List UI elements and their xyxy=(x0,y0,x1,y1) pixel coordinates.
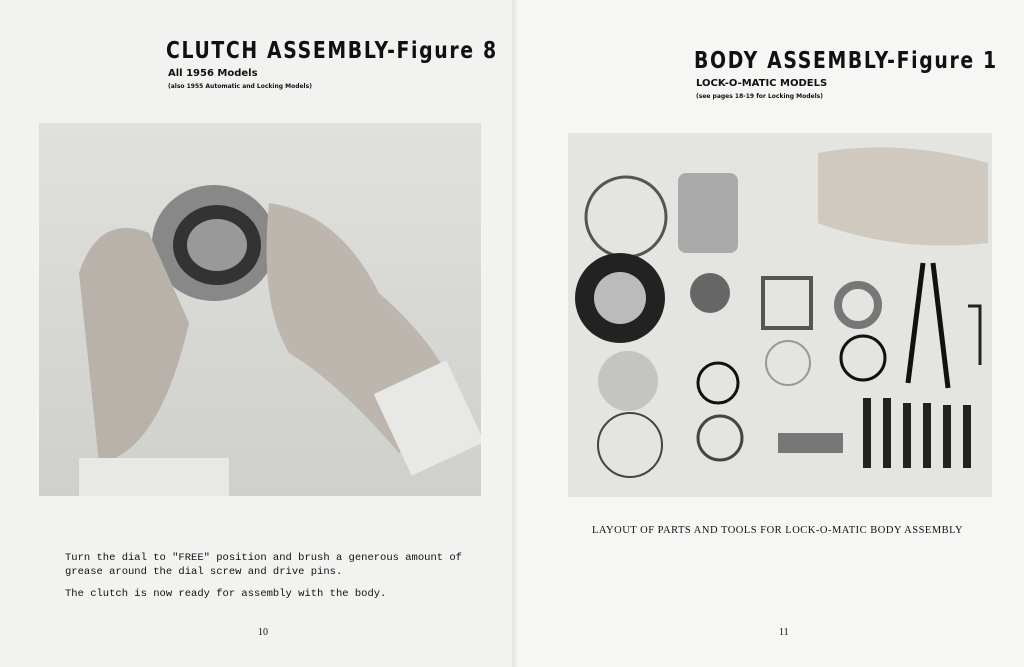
page-title: CLUTCH ASSEMBLY-Figure 8 xyxy=(166,38,498,64)
right-page xyxy=(522,0,1024,667)
page-title: BODY ASSEMBLY-Figure 1 xyxy=(694,48,998,74)
page-number: 10 xyxy=(258,627,268,638)
page-note: (see pages 18-19 for Locking Models) xyxy=(696,93,823,100)
page-subtitle: All 1956 Models xyxy=(168,68,258,79)
instruction-paragraph: Turn the dial to "FREE" position and brush a generous amount of grease around the dial screw and drive pins. xyxy=(65,552,462,578)
parts-layout-photo xyxy=(568,133,992,497)
figure-caption: LAYOUT OF PARTS AND TOOLS FOR LOCK-O-MATIC BODY ASSEMBLY xyxy=(592,525,964,536)
parts-layout-illustration xyxy=(568,133,992,497)
page-number: 11 xyxy=(779,627,789,638)
clutch-photo-illustration xyxy=(39,123,481,496)
page-note: (also 1955 Automatic and Locking Models) xyxy=(168,83,312,90)
instruction-paragraph: The clutch is now ready for assembly with the body. xyxy=(65,588,387,600)
page-subtitle: LOCK-O-MATIC MODELS xyxy=(696,78,828,89)
clutch-photo xyxy=(39,123,481,496)
